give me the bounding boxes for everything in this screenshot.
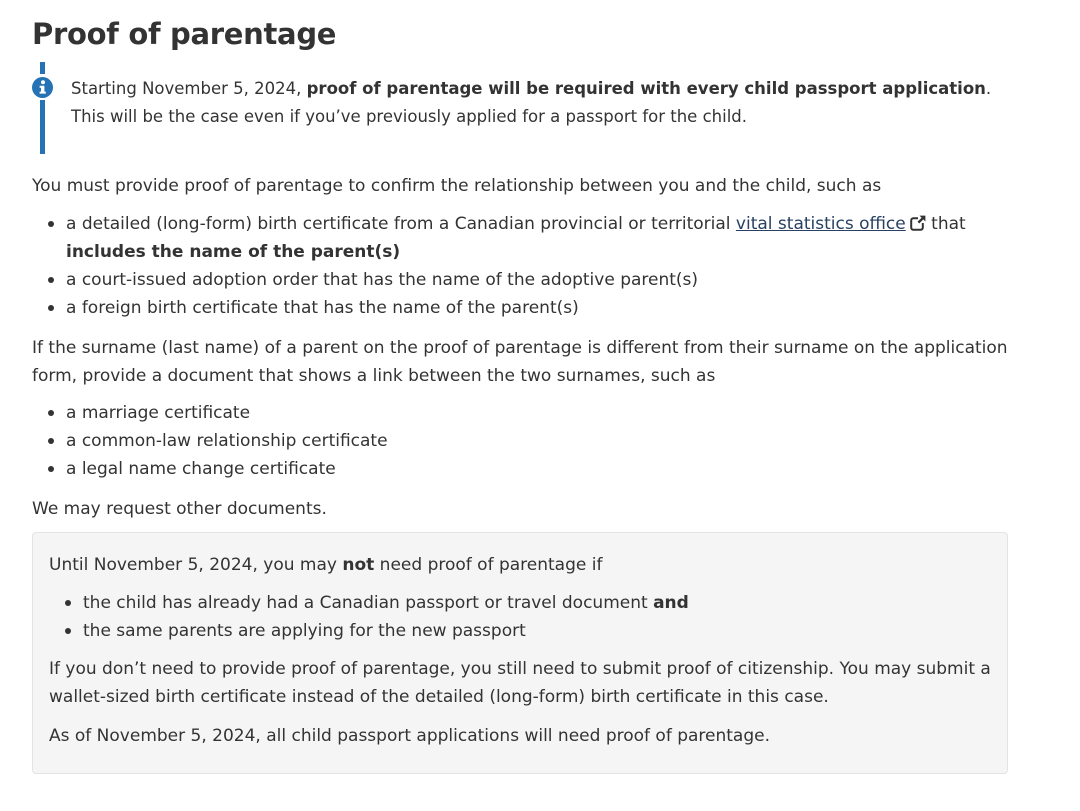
- info-icon: [32, 77, 53, 98]
- well-intro: [49, 551, 999, 579]
- well-conditions-list: [49, 589, 999, 645]
- alert-text-bold: proof of parentage will be required with every child passport application: [306, 79, 986, 98]
- list-item: a court-issued adoption order that has the name of the adoptive parent(s): [32, 266, 1007, 294]
- page-title: Proof of parentage: [32, 17, 337, 51]
- info-alert: [32, 62, 1012, 154]
- list-item: a legal name change certificate: [32, 455, 1007, 483]
- list-item: [32, 210, 1007, 266]
- list-item-text: a detailed (long-form) birth certificate from a Canadian provincial or territorial: [66, 214, 736, 234]
- parentage-document-list: [32, 210, 1007, 322]
- list-item-text: that: [925, 214, 966, 234]
- list-item-bold-text: and: [653, 593, 689, 613]
- well-citizenship-paragraph: If you don’t need to provide proof of parentage, you still need to submit proof of citizenship. You may submit a wallet-sized birth certificate instead of the detailed (long-form) birth certificate in this case.: [49, 659, 991, 707]
- other-documents-note: We may request other documents.: [32, 499, 327, 519]
- well-closing-paragraph: As of November 5, 2024, all child passport applications will need proof of parentage.: [49, 726, 770, 746]
- list-item: the same parents are applying for the new passport: [49, 617, 999, 645]
- intro-paragraph: You must provide proof of parentage to confirm the relationship between you and the child, such as: [32, 176, 882, 196]
- alert-text-end: . This will be the case even if you’ve previously applied for a passport for the child.: [71, 79, 992, 126]
- transition-notice-well: [32, 532, 1008, 774]
- list-item-bold-text: includes the name of the parent(s): [66, 242, 401, 262]
- list-item: a foreign birth certificate that has the name of the parent(s): [32, 294, 1007, 322]
- well-intro-end: need proof of parentage if: [374, 555, 603, 575]
- alert-accent-bar: [40, 100, 45, 154]
- well-intro-start: Until November 5, 2024, you may: [49, 555, 343, 575]
- alert-text-start: Starting November 5, 2024,: [71, 79, 307, 98]
- list-item: a marriage certificate: [32, 399, 1007, 427]
- surname-document-list: [32, 399, 1007, 483]
- list-item-text: the child has already had a Canadian passport or travel document: [83, 593, 654, 613]
- list-item: a common-law relationship certificate: [32, 427, 1007, 455]
- alert-accent-bar: [40, 62, 45, 74]
- alert-text: [71, 75, 1001, 131]
- well-intro-bold: not: [342, 555, 375, 575]
- surname-paragraph: If the surname (last name) of a parent on the proof of parentage is different from their surname on the application form, provide a document that shows a link between the two surnames, such as: [32, 338, 1008, 386]
- vital-statistics-office-link[interactable]: vital statistics office: [735, 214, 906, 234]
- external-link-icon: [910, 215, 926, 231]
- list-item: [49, 589, 999, 617]
